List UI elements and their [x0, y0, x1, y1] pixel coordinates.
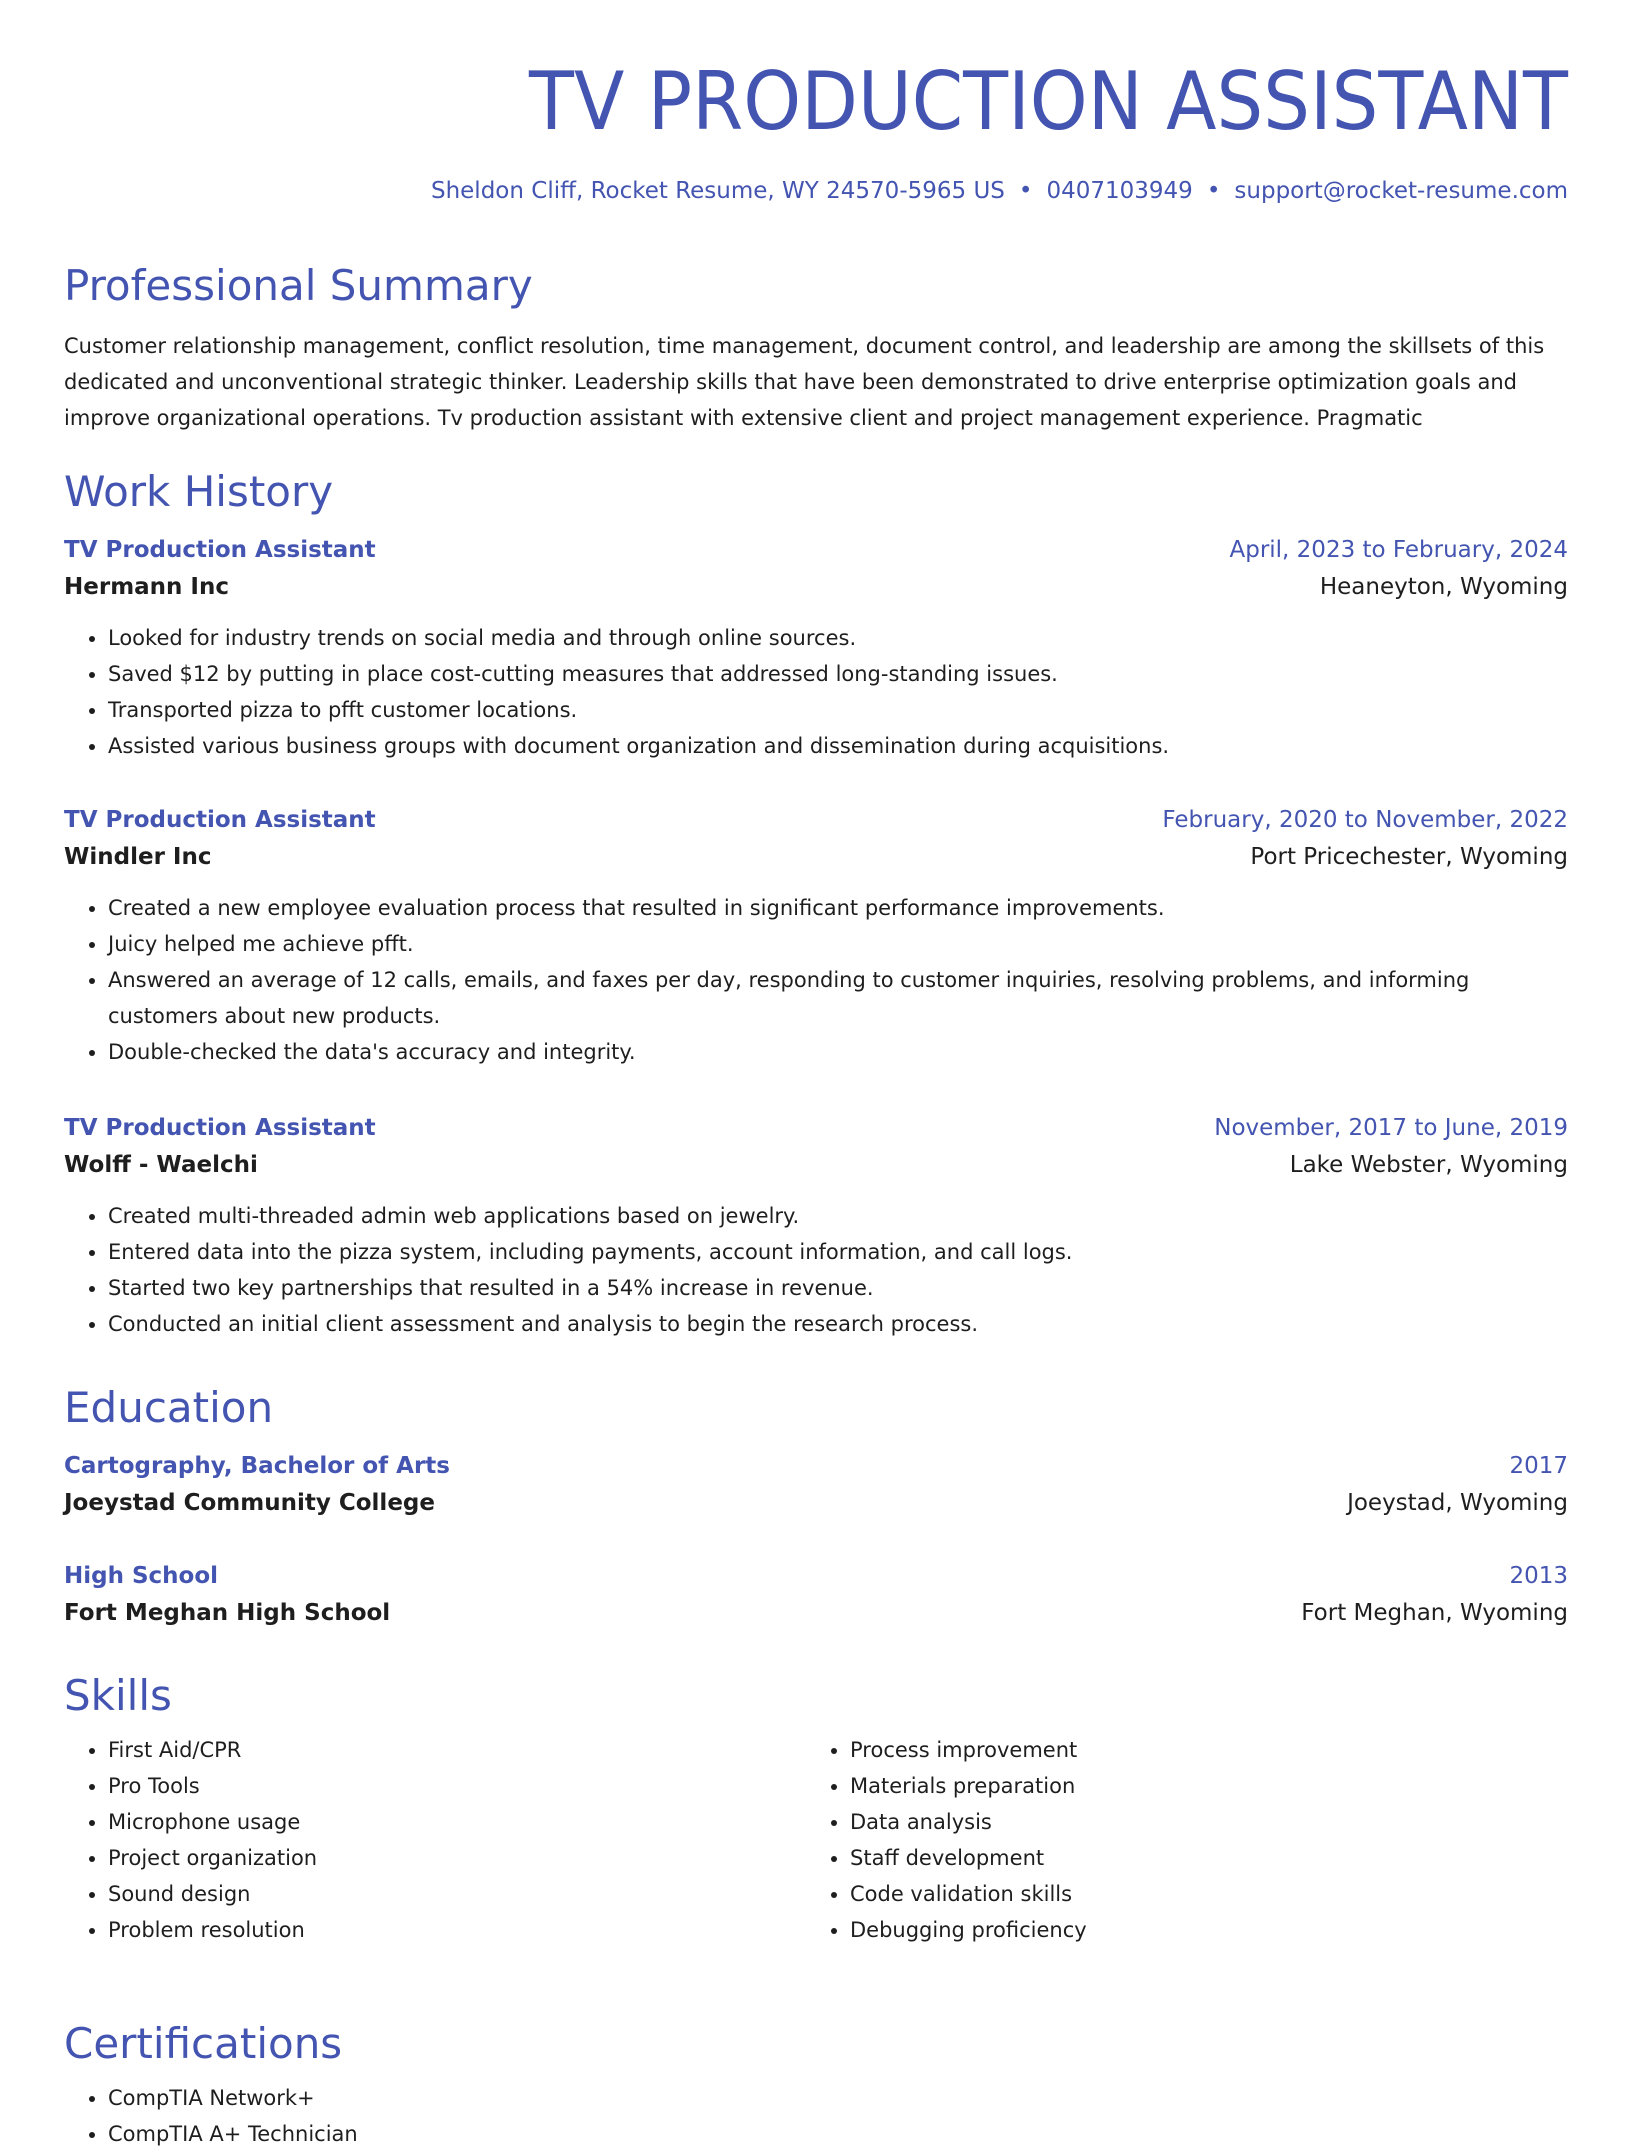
job-header-row	[64, 1110, 1568, 1146]
contact-separator: •	[1206, 178, 1221, 204]
list-item: • Debugging proficiency	[850, 1912, 1548, 1948]
certifications-section	[64, 2018, 1568, 2152]
work-heading: Work History	[64, 467, 334, 516]
skills-heading: Skills	[64, 1671, 172, 1720]
list-item: • Created a new employee evaluation process that resulted in significant performance improvements.	[108, 890, 1568, 926]
job-employer-row	[64, 568, 1568, 606]
list-item: • Looked for industry trends on social media and through online sources.	[108, 620, 1568, 656]
job-employer: Hermann Inc	[64, 574, 229, 600]
contact-email[interactable]: support@rocket-resume.com	[1234, 178, 1568, 204]
job-title: TV Production Assistant	[64, 1115, 376, 1141]
job-employer: Wolff - Waelchi	[64, 1152, 258, 1178]
job-entry	[64, 532, 1568, 764]
education-school: Joeystad Community College	[64, 1490, 435, 1516]
list-item: • Created multi-threaded admin web applications based on jewelry.	[108, 1198, 1568, 1234]
contact-line	[64, 176, 1568, 206]
resume-name: TV PRODUCTION ASSISTANT	[529, 55, 1568, 148]
job-dates: November, 2017 to June, 2019	[1214, 1115, 1568, 1141]
education-year: 2013	[1509, 1563, 1568, 1589]
education-location: Joeystad, Wyoming	[1347, 1490, 1568, 1516]
job-entry	[64, 802, 1568, 1070]
contact-phone: 0407103949	[1046, 178, 1193, 204]
job-bullets	[64, 890, 1568, 1070]
list-item: • Problem resolution	[108, 1912, 806, 1948]
job-title: TV Production Assistant	[64, 807, 376, 833]
resume-page	[64, 52, 1568, 2146]
contact-address: Sheldon Cliff, Rocket Resume, WY 24570-5965 US	[430, 178, 1005, 204]
resume-header	[64, 52, 1568, 206]
list-item: • Answered an average of 12 calls, emails, and faxes per day, responding to customer inquiries, resolving problems, and informing customers about new products.	[108, 962, 1568, 1034]
list-item: • Juicy helped me achieve pfft.	[108, 926, 1568, 962]
list-item: • Materials preparation	[850, 1768, 1548, 1804]
job-dates: April, 2023 to February, 2024	[1229, 537, 1568, 563]
list-item: • Transported pizza to pfft customer locations.	[108, 692, 1568, 728]
job-header-row	[64, 532, 1568, 568]
education-section	[64, 1382, 1568, 1434]
skills-list	[64, 1732, 806, 1948]
work-section	[64, 466, 1568, 518]
education-school-row	[64, 1484, 1568, 1522]
list-item: • CompTIA A+ Technician	[108, 2116, 1568, 2152]
job-employer: Windler Inc	[64, 844, 212, 870]
education-entry	[64, 1448, 1568, 1522]
education-year: 2017	[1509, 1453, 1568, 1479]
list-item: • First Aid/CPR	[108, 1732, 806, 1768]
job-location: Port Pricechester, Wyoming	[1250, 844, 1568, 870]
education-degree: Cartography, Bachelor of Arts	[64, 1453, 450, 1479]
list-item: • Pro Tools	[108, 1768, 806, 1804]
education-header-row	[64, 1448, 1568, 1484]
education-school-row	[64, 1594, 1568, 1632]
list-item: • Data analysis	[850, 1804, 1548, 1840]
summary-text: Customer relationship management, conflict resolution, time management, document control, and leadership are among the skillsets of this dedicated and unconventional strategic thinker. Leadership skills that have been demonstrated to drive enterprise optimization goals and improve organizational operations. Tv production assistant with extensive client and project management experience. Pragmatic	[64, 334, 1545, 430]
certifications-heading: Certifications	[64, 2019, 343, 2068]
list-item: • Process improvement	[850, 1732, 1548, 1768]
list-item: • Assisted various business groups with document organization and dissemination during acquisitions.	[108, 728, 1568, 764]
list-item: • Saved $12 by putting in place cost-cutting measures that addressed long-standing issues.	[108, 656, 1568, 692]
skills-column-left	[64, 1732, 806, 1948]
list-item: • Microphone usage	[108, 1804, 806, 1840]
job-location: Lake Webster, Wyoming	[1289, 1152, 1568, 1178]
education-entry	[64, 1558, 1568, 1632]
education-degree: High School	[64, 1563, 219, 1589]
list-item: • Entered data into the pizza system, including payments, account information, and call logs.	[108, 1234, 1568, 1270]
job-location: Heaneyton, Wyoming	[1319, 574, 1568, 600]
list-item: • Sound design	[108, 1876, 806, 1912]
skills-column-right	[806, 1732, 1548, 1948]
list-item: • CompTIA Network+	[108, 2080, 1568, 2116]
job-employer-row	[64, 1146, 1568, 1184]
list-item: • Staff development	[850, 1840, 1548, 1876]
job-title: TV Production Assistant	[64, 537, 376, 563]
job-dates: February, 2020 to November, 2022	[1162, 807, 1568, 833]
job-bullets	[64, 620, 1568, 764]
list-item: • Code validation skills	[850, 1876, 1548, 1912]
job-employer-row	[64, 838, 1568, 876]
skills-section	[64, 1670, 1568, 1948]
education-heading: Education	[64, 1383, 274, 1432]
education-header-row	[64, 1558, 1568, 1594]
job-header-row	[64, 802, 1568, 838]
education-location: Fort Meghan, Wyoming	[1301, 1600, 1568, 1626]
skills-list	[806, 1732, 1548, 1948]
list-item: • Started two key partnerships that resulted in a 54% increase in revenue.	[108, 1270, 1568, 1306]
job-entry	[64, 1110, 1568, 1342]
certifications-list	[64, 2080, 1568, 2152]
summary-heading: Professional Summary	[64, 261, 533, 310]
list-item: • Conducted an initial client assessment and analysis to begin the research process.	[108, 1306, 1568, 1342]
contact-separator: •	[1018, 178, 1033, 204]
education-school: Fort Meghan High School	[64, 1600, 391, 1626]
job-bullets	[64, 1198, 1568, 1342]
summary-section	[64, 260, 1568, 436]
list-item: • Double-checked the data's accuracy and integrity.	[108, 1034, 1568, 1070]
list-item: • Project organization	[108, 1840, 806, 1876]
skills-grid	[64, 1732, 1568, 1948]
